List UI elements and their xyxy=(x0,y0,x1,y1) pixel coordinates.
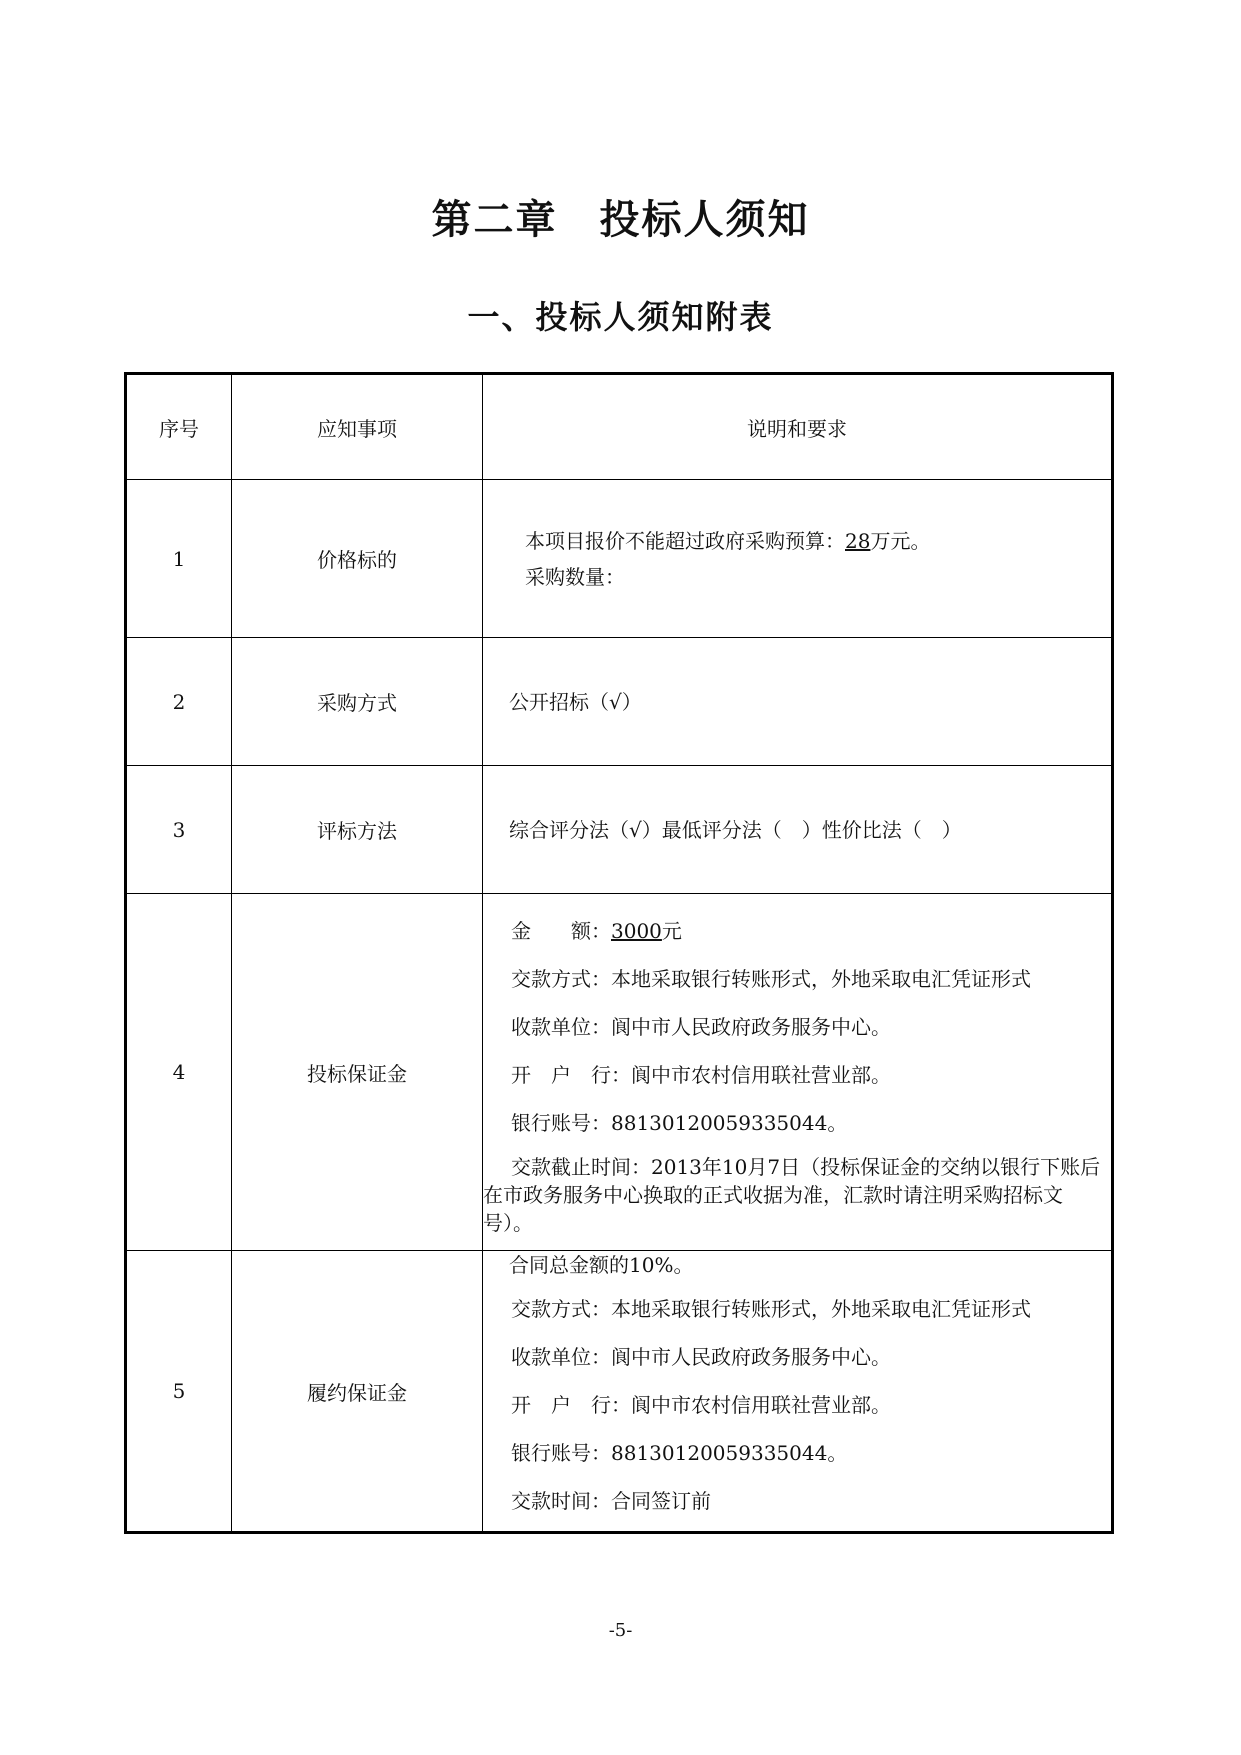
table-row xyxy=(126,894,1113,1251)
row-item: 评标方法 xyxy=(232,766,483,894)
deposit-amount-line: 金 额：3000元 xyxy=(511,919,682,943)
evaluation-method-line: 综合评分法（√）最低评分法（ ）性价比法（ ） xyxy=(509,817,962,842)
table-row xyxy=(126,766,1113,894)
row-item: 采购方式 xyxy=(232,638,483,766)
payment-method-line: 交款方式：本地采取银行转账形式，外地采取电汇凭证形式 xyxy=(511,967,1031,991)
row-desc xyxy=(483,480,1113,638)
page-number: -5- xyxy=(608,1620,633,1641)
chapter-title: 第二章 投标人须知 xyxy=(431,197,810,243)
row-no: 5 xyxy=(126,1251,232,1533)
account-line: 银行账号：88130120059335044。 xyxy=(511,1111,848,1135)
table-row xyxy=(126,638,1113,766)
row-no: 3 xyxy=(126,766,232,894)
row-desc xyxy=(483,1251,1113,1533)
row-desc xyxy=(483,894,1113,1251)
table-row xyxy=(126,480,1113,638)
bank-line: 开 户 行：阆中市农村信用联社营业部。 xyxy=(511,1393,891,1417)
payment-time-line: 交款时间：合同签订前 xyxy=(511,1489,711,1513)
header-item: 应知事项 xyxy=(232,374,483,480)
payee-line: 收款单位：阆中市人民政府政务服务中心。 xyxy=(511,1345,891,1369)
section-title: 一、投标人须知附表 xyxy=(467,298,774,336)
row-item: 投标保证金 xyxy=(232,894,483,1251)
header-no: 序号 xyxy=(126,374,232,480)
header-desc: 说明和要求 xyxy=(483,374,1113,480)
row-desc xyxy=(483,766,1113,894)
table-row xyxy=(126,1251,1113,1533)
bank-line: 开 户 行：阆中市农村信用联社营业部。 xyxy=(511,1063,891,1087)
bidder-notice-table xyxy=(124,372,1114,1534)
row-no: 1 xyxy=(126,480,232,638)
row-item: 履约保证金 xyxy=(232,1251,483,1533)
payee-line: 收款单位：阆中市人民政府政务服务中心。 xyxy=(511,1015,891,1039)
row-item: 价格标的 xyxy=(232,480,483,638)
row-no: 2 xyxy=(126,638,232,766)
payment-method-line: 交款方式：本地采取银行转账形式，外地采取电汇凭证形式 xyxy=(511,1297,1031,1321)
quantity-line: 采购数量： xyxy=(525,564,625,589)
performance-amount-line: 合同总金额的10%。 xyxy=(509,1253,694,1277)
deadline-paragraph: 交款截止时间：2013年10月7日（投标保证金的交纳以银行下账后在市政务服务中心换取的正式收据为准，汇款时请注明采购招标文号）。 xyxy=(483,1155,1101,1235)
price-budget-line: 本项目报价不能超过政府采购预算：28万元。 xyxy=(525,528,931,553)
row-desc xyxy=(483,638,1113,766)
procurement-method-line: 公开招标（√） xyxy=(509,689,642,714)
row-no: 4 xyxy=(126,894,232,1251)
account-line: 银行账号：88130120059335044。 xyxy=(511,1441,848,1465)
table-header-row xyxy=(126,374,1113,480)
